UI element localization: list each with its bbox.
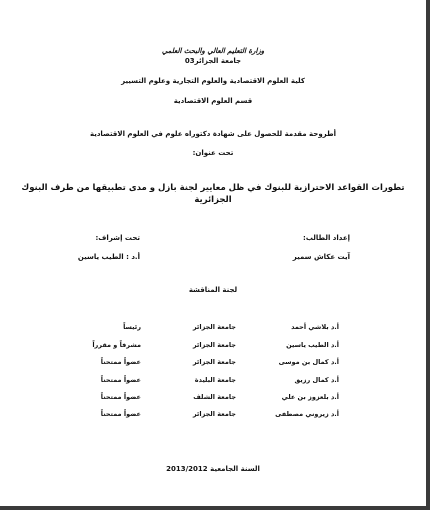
member-role: عضواً ممتحناً bbox=[100, 410, 141, 418]
page-border-bottom bbox=[0, 506, 430, 510]
member-role: عضواً ممتحناً bbox=[100, 358, 141, 366]
university-line: جامعة الجزائر03 bbox=[184, 57, 242, 65]
academic-year: السنة الجامعية 2013/2012 bbox=[166, 465, 260, 473]
department-line: قسم العلوم الاقتصادية bbox=[173, 97, 253, 105]
member-university: جامعة الجزائر bbox=[192, 341, 236, 349]
member-name: أ.د الطيب ياسين bbox=[286, 341, 339, 349]
title-intro: تحت عنوان: bbox=[192, 149, 234, 157]
committee-heading: لجنة المناقشة bbox=[188, 286, 238, 294]
member-university: جامعة البليدة bbox=[194, 376, 236, 384]
member-role: رئيساً bbox=[123, 323, 141, 331]
member-name: أ.د بلعزوز بن علي bbox=[281, 393, 339, 401]
member-role: عضواً ممتحناً bbox=[100, 376, 141, 384]
committee-row bbox=[0, 410, 426, 422]
member-name: أ.د كمال بن موسى bbox=[278, 358, 339, 366]
thesis-purpose: أطروحة مقدمة للحصول على شهادة دكتوراه علوم في العلوم الاقتصادية bbox=[89, 130, 337, 138]
thesis-title-line2: الجزائرية bbox=[194, 195, 232, 205]
member-university: جامعة الجزائر bbox=[192, 323, 236, 331]
committee-row bbox=[0, 341, 426, 353]
committee-row bbox=[0, 376, 426, 388]
member-name: أ.د كمال رزيق bbox=[294, 376, 339, 384]
member-university: جامعة الشلف bbox=[193, 393, 236, 401]
member-university: جامعة الجزائر bbox=[192, 410, 236, 418]
member-role: عضواً ممتحناً bbox=[100, 393, 141, 401]
supervisor-name: أ.د : الطيب ياسين bbox=[77, 253, 140, 261]
member-role: مشرفاً و مقرراً bbox=[92, 341, 141, 349]
student-label: إعداد الطالب: bbox=[303, 234, 350, 242]
thesis-title-line1: تطورات القواعد الاحترازية للبنوك في ظل معايير لجنة بازل و مدى تطبيقها من طرف البنوك bbox=[21, 183, 405, 193]
member-university: جامعة الجزائر bbox=[192, 358, 236, 366]
committee-row bbox=[0, 358, 426, 370]
committee-row bbox=[0, 393, 426, 405]
member-name: أ.د زيروني مصطفى bbox=[275, 410, 339, 418]
committee-row bbox=[0, 323, 426, 335]
supervisor-label: تحت إشراف: bbox=[95, 234, 140, 242]
member-name: أ.د بلاشي أحمد bbox=[291, 323, 339, 331]
student-name: آيت عكاش سمير bbox=[292, 253, 350, 261]
faculty-line: كلية العلوم الاقتصادية والعلوم التجارية وعلوم التسيير bbox=[121, 77, 305, 85]
ministry-line: وزارة التعليم العالي والبحث العلمي bbox=[161, 47, 265, 55]
